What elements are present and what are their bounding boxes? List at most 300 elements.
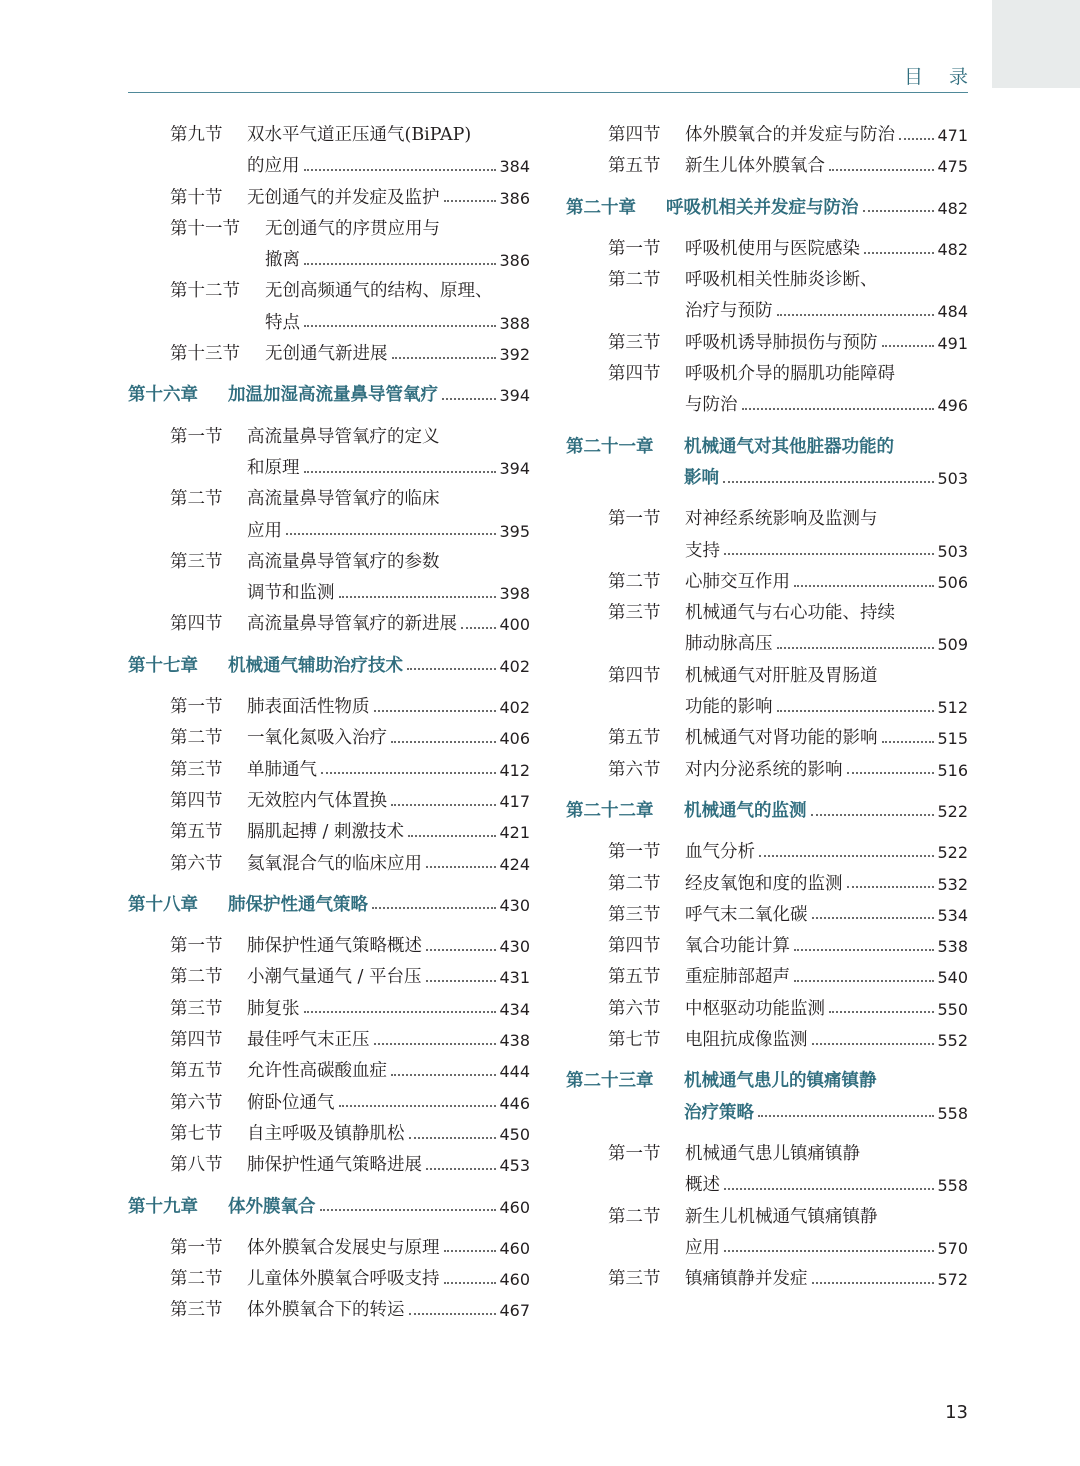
page-ref: 417 (499, 791, 530, 811)
section-title: 与防治 (685, 395, 738, 416)
dot-leader (304, 471, 497, 473)
section-label: 第九节 (170, 125, 223, 145)
page-ref: 482 (937, 198, 968, 218)
section-label: 第五节 (170, 822, 223, 843)
page-ref: 398 (499, 584, 530, 604)
dot-leader (374, 710, 497, 712)
section-title: 小潮气量通气 / 平台压 (247, 967, 422, 988)
section-label: 第六节 (608, 998, 661, 1019)
chapter-label: 第二十三章 (566, 1071, 654, 1092)
dot-leader (794, 949, 934, 951)
dot-leader (724, 1188, 934, 1190)
section-title: 心肺交互作用 (685, 571, 790, 592)
dot-leader (444, 1250, 497, 1252)
section-title: 功能的影响 (685, 697, 773, 718)
section-label: 第三节 (608, 904, 661, 925)
section-title: 肺表面活性物质 (247, 697, 370, 718)
dot-leader (304, 169, 497, 171)
chapter-title: 影响 (684, 467, 719, 488)
page-ref: 532 (937, 874, 968, 894)
section-title: 无创高频通气的结构、原理、 (265, 281, 493, 302)
dot-leader (758, 1115, 934, 1117)
section-title: 无创通气的并发症及监护 (247, 187, 440, 208)
toc-section-line (566, 1233, 968, 1264)
section-label: 第一节 (170, 936, 223, 957)
page-ref: 450 (499, 1124, 530, 1144)
section-title: 高流量鼻导管氧疗的新进展 (247, 614, 457, 635)
section-title: 自主呼吸及镇静肌松 (247, 1123, 405, 1144)
dot-leader (407, 668, 496, 670)
section-title: 氧合功能计算 (685, 936, 790, 957)
dot-leader (426, 1168, 496, 1170)
page-ref: 558 (937, 1176, 968, 1196)
toc-section-line (566, 296, 968, 327)
section-title: 应用 (685, 1237, 720, 1258)
dot-leader (392, 357, 497, 359)
section-title: 治疗与预防 (685, 301, 773, 322)
toc-chapter-line (566, 796, 968, 827)
toc-section-line (566, 962, 968, 993)
page-ref: 538 (937, 937, 968, 957)
toc-section-line (566, 1170, 968, 1201)
section-label: 第十节 (170, 187, 223, 208)
page-ref: 386 (499, 251, 530, 271)
section-label: 第一节 (170, 1237, 223, 1258)
chapter-label: 第十七章 (128, 655, 198, 676)
dot-leader (847, 772, 935, 774)
section-label: 第十一节 (170, 218, 240, 239)
page-ref: 496 (937, 396, 968, 416)
toc-section-line (128, 120, 530, 151)
toc-section-line (566, 723, 968, 754)
page-ref: 388 (499, 313, 530, 333)
toc-section-line (128, 1233, 530, 1264)
section-title: 无创通气新进展 (265, 344, 388, 365)
toc-section-line (128, 308, 530, 339)
section-label: 第二节 (170, 1269, 223, 1290)
toc-section-line (128, 547, 530, 578)
toc-section-line (566, 994, 968, 1025)
chapter-label: 第十八章 (128, 894, 198, 915)
dot-leader (794, 585, 934, 587)
dot-leader (759, 855, 934, 857)
chapter-title: 机械通气患儿的镇痛镇静 (684, 1071, 877, 1092)
page-ref: 430 (499, 937, 530, 957)
dot-leader (461, 627, 496, 629)
section-title: 镇痛镇静并发症 (685, 1269, 808, 1290)
section-label: 第二节 (608, 270, 661, 291)
page-ref: 460 (499, 1238, 530, 1258)
section-label: 第五节 (170, 1061, 223, 1082)
toc-section-line (128, 723, 530, 754)
chapter-title: 呼吸机相关并发症与防治 (666, 197, 859, 218)
toc-chapter-line (128, 651, 530, 682)
toc-chapter-line (566, 1066, 968, 1097)
section-label: 第四节 (170, 1030, 223, 1051)
dot-leader (863, 210, 935, 212)
toc-chapter-line (566, 1098, 968, 1129)
page-ref: 406 (499, 729, 530, 749)
dot-leader (811, 814, 935, 816)
toc-section-line (566, 265, 968, 296)
section-label: 第七节 (608, 1030, 661, 1051)
toc-section-line (128, 484, 530, 515)
page-ref: 572 (937, 1270, 968, 1290)
section-title: 最佳呼气末正压 (247, 1030, 370, 1051)
toc-section-line (566, 328, 968, 359)
section-label: 第二节 (170, 967, 223, 988)
page-ref: 438 (499, 1031, 530, 1051)
toc-section-line (128, 849, 530, 880)
toc-section-line (566, 755, 968, 786)
page-ref: 460 (499, 1270, 530, 1290)
section-title: 氦氧混合气的临床应用 (247, 853, 422, 874)
page-ref: 482 (937, 239, 968, 259)
dot-leader (724, 553, 934, 555)
page-ref: 552 (937, 1031, 968, 1051)
section-title: 体外膜氧合下的转运 (247, 1300, 405, 1321)
toc-section-line (566, 234, 968, 265)
section-label: 第四节 (170, 790, 223, 811)
page-ref: 491 (937, 333, 968, 353)
section-label: 第二节 (608, 873, 661, 894)
section-label: 第一节 (170, 426, 223, 447)
toc-section-line (128, 755, 530, 786)
page-ref: 434 (499, 999, 530, 1019)
section-title: 单肺通气 (247, 759, 317, 780)
section-label: 第二节 (170, 489, 223, 510)
toc-section-line (566, 837, 968, 868)
section-title: 新生儿机械通气镇痛镇静 (685, 1206, 878, 1227)
page-ref: 534 (937, 905, 968, 925)
dot-leader (882, 741, 935, 743)
section-title: 高流量鼻导管氧疗的定义 (247, 426, 440, 447)
toc-section-line (566, 536, 968, 567)
toc-section-line (566, 1139, 968, 1170)
section-label: 第四节 (608, 936, 661, 957)
section-title: 体外膜氧合发展史与原理 (247, 1237, 440, 1258)
page-ref: 484 (937, 302, 968, 322)
dot-leader (372, 907, 496, 909)
section-title: 无效腔内气体置换 (247, 790, 387, 811)
page-ref: 444 (499, 1062, 530, 1082)
chapter-title: 体外膜氧合 (228, 1196, 316, 1217)
dot-leader (777, 314, 935, 316)
toc-section-line (566, 1202, 968, 1233)
dot-leader (426, 980, 497, 982)
section-title: 体外膜氧合的并发症与防治 (685, 125, 895, 145)
section-label: 第七节 (170, 1123, 223, 1144)
dot-leader (444, 200, 497, 202)
page-ref: 431 (499, 968, 530, 988)
dot-leader (391, 804, 496, 806)
chapter-label: 第十六章 (128, 385, 198, 406)
section-title: 血气分析 (685, 842, 755, 863)
chapter-title: 机械通气的监测 (684, 800, 807, 821)
page-ref: 400 (499, 615, 530, 635)
section-title: 撤离 (265, 250, 300, 271)
section-label: 第二节 (608, 571, 661, 592)
toc-section-line (566, 151, 968, 182)
toc-section-line (128, 578, 530, 609)
section-title: 允许性高碳酸血症 (247, 1061, 387, 1082)
dot-leader (777, 647, 935, 649)
page-ref: 558 (937, 1103, 968, 1123)
dot-leader (864, 252, 934, 254)
toc-section-line (128, 214, 530, 245)
section-title: 高流量鼻导管氧疗的参数 (247, 551, 440, 572)
corner-tab (992, 0, 1080, 88)
section-title: 的应用 (247, 156, 300, 177)
section-title: 呼气末二氧化碳 (685, 904, 808, 925)
section-title: 对神经系统影响及监测与 (685, 509, 878, 530)
section-label: 第四节 (608, 125, 661, 145)
toc-section-line (128, 151, 530, 182)
section-title: 特点 (265, 312, 300, 333)
toc-chapter-line (566, 432, 968, 463)
toc-section-line (128, 1088, 530, 1119)
dot-leader (408, 835, 496, 837)
section-title: 重症肺部超声 (685, 967, 790, 988)
dot-leader (442, 398, 496, 400)
section-label: 第一节 (608, 842, 661, 863)
section-label: 第三节 (170, 998, 223, 1019)
page-ref: 509 (937, 635, 968, 655)
chapter-title: 肺保护性通气策略 (228, 894, 368, 915)
dot-leader (409, 1313, 497, 1315)
section-title: 电阻抗成像监测 (685, 1030, 808, 1051)
section-title: 机械通气对肾功能的影响 (685, 728, 878, 749)
section-title: 调节和监测 (247, 583, 335, 604)
toc-section-line (128, 339, 530, 370)
page-ref: 402 (499, 698, 530, 718)
section-label: 第十二节 (170, 281, 240, 302)
section-label: 第一节 (608, 1143, 661, 1164)
page-ref: 522 (937, 843, 968, 863)
toc-section-line (128, 516, 530, 547)
toc-section-line (566, 1264, 968, 1295)
toc-chapter-line (128, 890, 530, 921)
section-title: 呼吸机使用与医院感染 (685, 238, 860, 259)
page-ref: 412 (499, 760, 530, 780)
dot-leader (374, 1043, 497, 1045)
section-label: 第三节 (608, 332, 661, 353)
toc-section-line (128, 994, 530, 1025)
toc-section-line (566, 629, 968, 660)
page-ref: 516 (937, 760, 968, 780)
section-label: 第五节 (608, 967, 661, 988)
toc-section-line (128, 422, 530, 453)
toc-section-line (128, 692, 530, 723)
section-label: 第三节 (170, 1300, 223, 1321)
section-title: 呼吸机介导的膈肌功能障碍 (685, 364, 895, 385)
section-title: 经皮氧饱和度的监测 (685, 873, 843, 894)
section-label: 第十三节 (170, 344, 240, 365)
toc-chapter-line (128, 1192, 530, 1223)
chapter-label: 第二十一章 (566, 436, 654, 457)
section-title: 双水平气道正压通气(BiPAP) (247, 125, 472, 145)
page-ref: 384 (499, 157, 530, 177)
section-label: 第三节 (170, 551, 223, 572)
section-title: 支持 (685, 540, 720, 561)
toc-section-line (128, 931, 530, 962)
page-ref: 430 (499, 895, 530, 915)
section-label: 第二节 (170, 728, 223, 749)
dot-leader (304, 263, 496, 265)
section-label: 第二节 (608, 1206, 661, 1227)
section-title: 膈肌起搏 / 刺激技术 (247, 822, 405, 843)
section-title: 对内分泌系统的影响 (685, 759, 843, 780)
page-ref: 506 (937, 572, 968, 592)
dot-leader (847, 886, 935, 888)
section-title: 应用 (247, 520, 282, 541)
toc-section-line (128, 609, 530, 640)
section-title: 肺复张 (247, 998, 300, 1019)
section-title: 机械通气与右心功能、持续 (685, 603, 895, 624)
toc-section-line (128, 1264, 530, 1295)
section-title: 呼吸机相关性肺炎诊断、 (685, 270, 878, 291)
section-label: 第三节 (608, 603, 661, 624)
toc-section-line (566, 598, 968, 629)
dot-leader (794, 980, 934, 982)
section-title: 儿童体外膜氧合呼吸支持 (247, 1269, 440, 1290)
chapter-label: 第十九章 (128, 1196, 198, 1217)
dot-leader (444, 1282, 497, 1284)
chapter-label: 第二十章 (566, 197, 636, 218)
section-title: 中枢驱动功能监测 (685, 998, 825, 1019)
section-label: 第四节 (608, 364, 661, 385)
section-title: 一氧化氮吸入治疗 (247, 728, 387, 749)
toc-section-line (566, 869, 968, 900)
page-ref: 570 (937, 1238, 968, 1258)
toc-section-line (128, 817, 530, 848)
running-header-title: 目录 (903, 66, 994, 88)
page-ref: 421 (499, 823, 530, 843)
chapter-label: 第二十二章 (566, 800, 654, 821)
toc-section-line (566, 567, 968, 598)
toc-chapter-line (566, 193, 968, 224)
page-ref: 446 (499, 1093, 530, 1113)
page-ref: 515 (937, 729, 968, 749)
chapter-title: 机械通气对其他脏器功能的 (684, 436, 894, 457)
page-ref: 503 (937, 541, 968, 561)
toc-section-line (128, 1295, 530, 1326)
section-title: 肺保护性通气策略进展 (247, 1155, 422, 1176)
section-label: 第三节 (170, 759, 223, 780)
dot-leader (426, 866, 496, 868)
toc-section-line (566, 359, 968, 390)
dot-leader (812, 917, 935, 919)
section-title: 肺动脉高压 (685, 634, 773, 655)
toc-section-line (566, 120, 968, 151)
page-ref: 424 (499, 854, 530, 874)
toc-section-line (566, 1025, 968, 1056)
toc-section-line (128, 962, 530, 993)
dot-leader (320, 1209, 497, 1211)
dot-leader (304, 325, 496, 327)
toc-section-line (566, 692, 968, 723)
section-label: 第六节 (608, 759, 661, 780)
dot-leader (286, 533, 496, 535)
section-label: 第四节 (608, 665, 661, 686)
section-title: 呼吸机诱导肺损伤与预防 (685, 332, 878, 353)
dot-leader (829, 1011, 934, 1013)
dot-leader (724, 1250, 934, 1252)
section-title: 俯卧位通气 (247, 1092, 335, 1113)
toc-section-line (128, 1056, 530, 1087)
toc-section-line (128, 276, 530, 307)
section-title: 机械通气患儿镇痛镇静 (685, 1143, 860, 1164)
chapter-title: 机械通气辅助治疗技术 (228, 655, 403, 676)
section-title: 高流量鼻导管氧疗的临床 (247, 489, 440, 510)
toc-column-right (566, 120, 968, 1295)
toc-section-line (566, 931, 968, 962)
toc-section-line (128, 453, 530, 484)
section-title: 机械通气对肝脏及胃肠道 (685, 665, 878, 686)
toc-section-line (128, 1150, 530, 1181)
dot-leader (339, 596, 497, 598)
page-ref: 550 (937, 999, 968, 1019)
toc-chapter-line (128, 380, 530, 411)
toc-section-line (566, 900, 968, 931)
dot-leader (777, 710, 935, 712)
section-label: 第三节 (608, 1269, 661, 1290)
dot-leader (391, 1074, 496, 1076)
page-ref: 386 (499, 188, 530, 208)
section-title: 和原理 (247, 457, 300, 478)
dot-leader (321, 772, 496, 774)
dot-leader (391, 741, 496, 743)
section-label: 第六节 (170, 853, 223, 874)
toc-section-line (566, 390, 968, 421)
dot-leader (426, 949, 496, 951)
dot-leader (339, 1105, 497, 1107)
page-ref: 512 (937, 698, 968, 718)
section-label: 第四节 (170, 614, 223, 635)
page-ref: 402 (499, 656, 530, 676)
dot-leader (812, 1043, 935, 1045)
section-title: 无创通气的序贯应用与 (265, 218, 440, 239)
section-label: 第五节 (608, 728, 661, 749)
section-label: 第五节 (608, 156, 661, 177)
dot-leader (409, 1137, 497, 1139)
page-ref: 475 (937, 157, 968, 177)
section-label: 第一节 (608, 238, 661, 259)
page-ref: 394 (499, 386, 530, 406)
header-rule (128, 92, 968, 93)
dot-leader (742, 408, 935, 410)
page-ref: 522 (937, 801, 968, 821)
page-ref: 453 (499, 1156, 530, 1176)
toc-chapter-line (566, 463, 968, 494)
toc-section-line (128, 245, 530, 276)
dot-leader (304, 1011, 497, 1013)
section-label: 第一节 (170, 697, 223, 718)
page-ref: 467 (499, 1301, 530, 1321)
section-label: 第六节 (170, 1092, 223, 1113)
dot-leader (812, 1282, 935, 1284)
toc-section-line (128, 1025, 530, 1056)
toc-column-left (128, 120, 530, 1327)
toc-section-line (566, 661, 968, 692)
toc-section-line (566, 504, 968, 535)
section-label: 第一节 (608, 509, 661, 530)
chapter-title: 加温加湿高流量鼻导管氧疗 (228, 385, 438, 406)
page-ref: 395 (499, 521, 530, 541)
page-ref: 540 (937, 968, 968, 988)
toc-section-line (128, 183, 530, 214)
page-ref: 503 (937, 468, 968, 488)
